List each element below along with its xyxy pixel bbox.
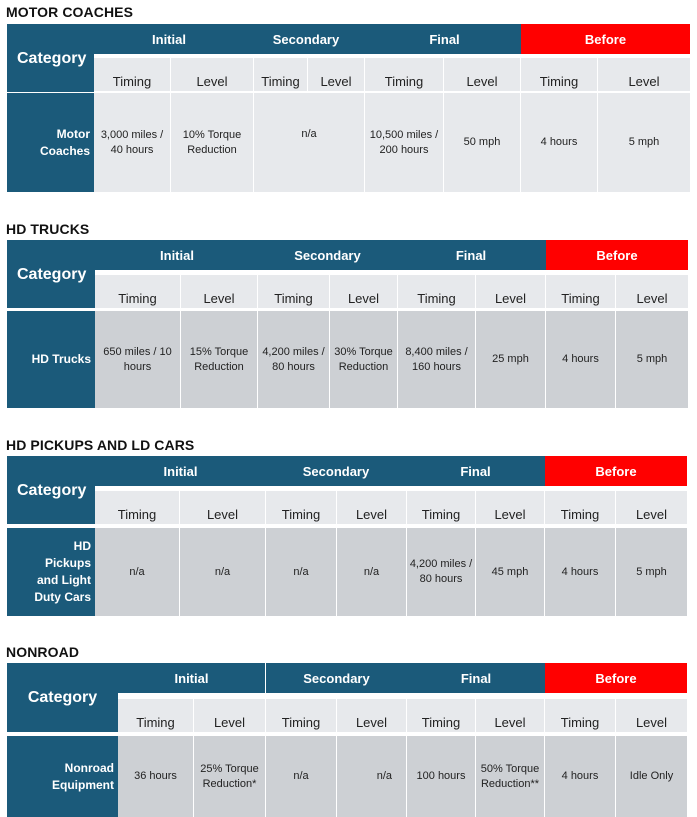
subheader-initial-level: Level <box>171 58 253 91</box>
subheader-initial-timing: Timing <box>94 58 170 91</box>
subheader-final-timing: Timing <box>365 58 443 91</box>
subheader-before-timing: Timing <box>545 699 615 732</box>
subheader-before-level: Level <box>616 275 688 308</box>
subheader-final-timing: Timing <box>407 699 475 732</box>
group-final: Final <box>407 663 545 693</box>
section-nonroad <box>0 641 697 817</box>
cell-initial-timing: n/a <box>95 528 179 616</box>
group-final: Final <box>406 456 545 486</box>
cell-secondary-timing: n/a <box>266 528 336 616</box>
group-secondary: Secondary <box>266 663 407 693</box>
subheader-before-timing: Timing <box>521 58 597 91</box>
cell-secondary-level: 30% Torque Reduction <box>330 311 397 408</box>
group-secondary: Secondary <box>259 240 396 270</box>
subheader-secondary-level: Level <box>330 275 397 308</box>
group-initial: Initial <box>94 24 244 54</box>
subheader-initial-level: Level <box>194 699 265 732</box>
cell-before-timing: 4 hours <box>545 528 615 616</box>
subheader-secondary-timing: Timing <box>254 58 307 91</box>
cell-before-level: 5 mph <box>598 93 690 192</box>
subheader-secondary-timing: Timing <box>266 491 336 524</box>
cell-final-timing: 4,200 miles / 80 hours <box>407 528 475 616</box>
section-hd-pickups-ld-cars <box>0 434 697 624</box>
section-hd-trucks <box>0 218 697 413</box>
cell-initial-level: n/a <box>180 528 265 616</box>
subheader-final-timing: Timing <box>398 275 475 308</box>
cell-initial-level: 10% Torque Reduction <box>171 93 253 192</box>
subheader-final-timing: Timing <box>407 491 475 524</box>
subheader-before-timing: Timing <box>546 275 615 308</box>
cell-initial-timing: 650 miles / 10 hours <box>95 311 180 408</box>
subheader-initial-level: Level <box>181 275 257 308</box>
subheader-initial-timing: Timing <box>118 699 193 732</box>
cell-before-level: 5 mph <box>616 311 688 408</box>
subheader-secondary-level: Level <box>337 491 406 524</box>
section-title: MOTOR COACHES <box>6 4 134 20</box>
subheader-before-timing: Timing <box>545 491 615 524</box>
cell-initial-level: 25% Torque Reduction* <box>194 736 265 817</box>
row-label: Motor Coaches <box>7 93 94 192</box>
subheader-final-level: Level <box>476 699 544 732</box>
cell-before-level: Idle Only <box>616 736 687 817</box>
group-final: Final <box>368 24 521 54</box>
section-motor-coaches <box>0 0 697 200</box>
cell-secondary-level: n/a <box>337 528 406 616</box>
subheader-initial-timing: Timing <box>95 275 180 308</box>
category-header: Category <box>7 663 118 732</box>
cell-final-timing: 100 hours <box>407 736 475 817</box>
subheader-before-level: Level <box>616 699 687 732</box>
cell-final-level: 50% Torque Reduction** <box>476 736 544 817</box>
cell-final-level: 50 mph <box>444 93 520 192</box>
row-label: Nonroad Equipment <box>7 736 118 817</box>
group-final: Final <box>396 240 546 270</box>
group-before: Before <box>545 663 687 693</box>
row-label: HD Pickups and Light Duty Cars <box>7 528 95 616</box>
subheader-final-level: Level <box>476 275 545 308</box>
cell-final-level: 25 mph <box>476 311 545 408</box>
cell-before-level: 5 mph <box>616 528 687 616</box>
cell-initial-timing: 3,000 miles / 40 hours <box>94 93 170 192</box>
subheader-initial-timing: Timing <box>95 491 179 524</box>
subheader-initial-level: Level <box>180 491 265 524</box>
subheader-final-level: Level <box>444 58 520 91</box>
section-title: HD TRUCKS <box>6 221 90 237</box>
subheader-secondary-timing: Timing <box>258 275 329 308</box>
group-initial: Initial <box>118 663 265 693</box>
category-header: Category <box>7 240 95 308</box>
section-title: NONROAD <box>6 644 80 660</box>
category-header: Category <box>7 456 95 524</box>
cell-secondary-na: n/a <box>254 93 364 192</box>
cell-final-level: 45 mph <box>476 528 544 616</box>
cell-before-timing: 4 hours <box>545 736 615 817</box>
subheader-secondary-level: Level <box>308 58 364 91</box>
category-header: Category <box>7 24 94 92</box>
cell-secondary-level: n/a <box>337 736 406 817</box>
section-title: HD PICKUPS AND LD CARS <box>6 437 195 453</box>
cell-initial-timing: 36 hours <box>118 736 193 817</box>
subheader-before-level: Level <box>598 58 690 91</box>
subheader-secondary-timing: Timing <box>266 699 336 732</box>
subheader-before-level: Level <box>616 491 687 524</box>
row-label: HD Trucks <box>7 311 95 408</box>
cell-before-timing: 4 hours <box>521 93 597 192</box>
cell-secondary-timing: 4,200 miles / 80 hours <box>258 311 329 408</box>
cell-initial-level: 15% Torque Reduction <box>181 311 257 408</box>
cell-final-timing: 10,500 miles / 200 hours <box>365 93 443 192</box>
cell-before-timing: 4 hours <box>546 311 615 408</box>
cell-secondary-timing: n/a <box>266 736 336 817</box>
group-secondary: Secondary <box>266 456 406 486</box>
cell-final-timing: 8,400 miles / 160 hours <box>398 311 475 408</box>
subheader-final-level: Level <box>476 491 544 524</box>
group-initial: Initial <box>95 456 266 486</box>
group-before: Before <box>521 24 690 54</box>
group-before: Before <box>546 240 688 270</box>
group-secondary: Secondary <box>244 24 368 54</box>
group-before: Before <box>545 456 687 486</box>
group-initial: Initial <box>95 240 259 270</box>
subheader-secondary-level: Level <box>337 699 406 732</box>
